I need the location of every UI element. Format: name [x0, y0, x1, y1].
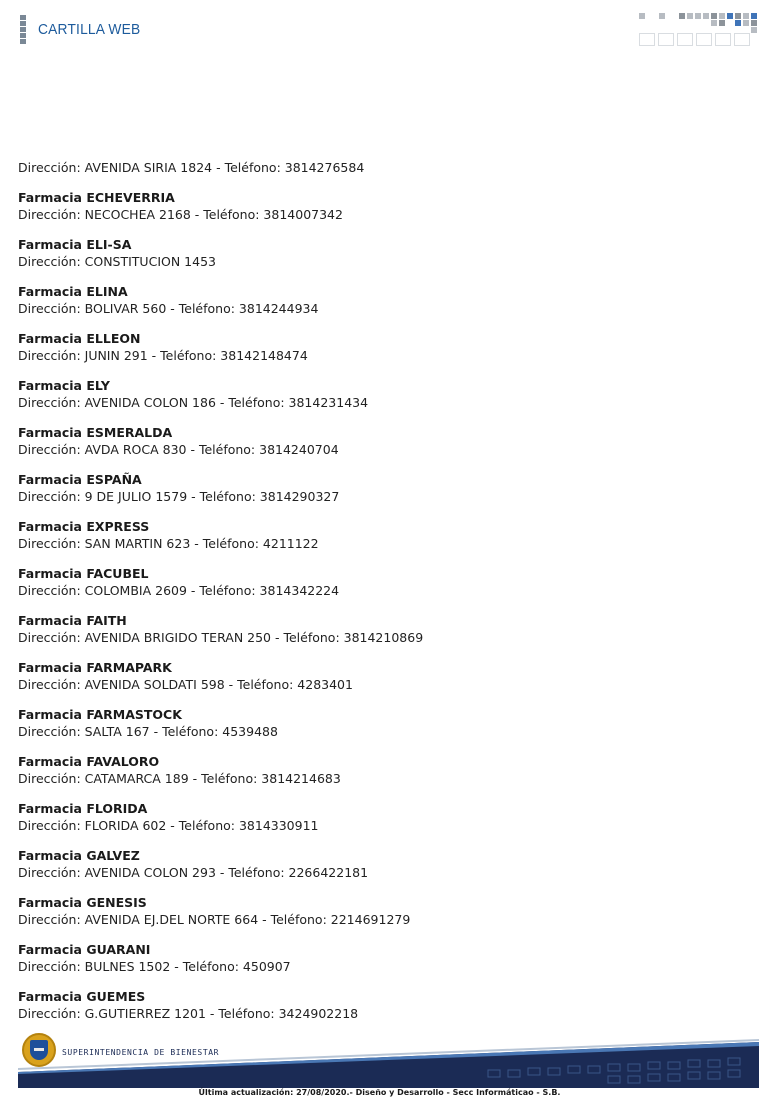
list-item [18, 377, 738, 424]
pharmacy-name: Farmacia FAVALORO [18, 754, 160, 769]
last-update-text: Última actualización: 27/08/2020.- Diseño y Desarrollo - Secc Informáticao - S.B. [198, 1088, 561, 1097]
pharmacy-address: Dirección: SAN MARTIN 623 - Teléfono: 4211122 [18, 536, 319, 551]
pharmacy-name: Farmacia FLORIDA [18, 801, 148, 816]
list-item [18, 518, 738, 565]
list-item [18, 189, 738, 236]
organization-name: SUPERINTENDENCIA DE BIENESTAR [62, 1048, 220, 1057]
list-item [18, 941, 738, 988]
pharmacy-address: Dirección: AVENIDA COLON 186 - Teléfono: 3814231434 [18, 395, 369, 410]
pharmacy-name: Farmacia GENESIS [18, 895, 147, 910]
list-item [18, 283, 738, 330]
pharmacy-name: Farmacia ELLEON [18, 331, 141, 346]
pharmacy-name: Farmacia GUARANI [18, 942, 151, 957]
list-item [18, 471, 738, 518]
pharmacy-address: Dirección: BULNES 1502 - Teléfono: 450907 [18, 959, 291, 974]
list-item [18, 142, 738, 189]
list-item [18, 706, 738, 753]
pharmacy-name: Farmacia EXPRESS [18, 519, 150, 534]
pharmacy-address: Dirección: BOLIVAR 560 - Teléfono: 3814244934 [18, 301, 319, 316]
pharmacy-name: Farmacia ESMERALDA [18, 425, 173, 440]
list-item [18, 800, 738, 847]
pharmacy-name: Farmacia ECHEVERRIA [18, 190, 175, 205]
pharmacy-list [18, 142, 738, 1035]
pharmacy-name: Farmacia ELI-SA [18, 237, 132, 252]
pharmacy-name: Farmacia ESPAÑA [18, 472, 142, 487]
pharmacy-name: Farmacia FARMASTOCK [18, 707, 182, 722]
pharmacy-address: Dirección: 9 DE JULIO 1579 - Teléfono: 3814290327 [18, 489, 340, 504]
pharmacy-address: Dirección: CATAMARCA 189 - Teléfono: 3814214683 [18, 771, 341, 786]
seal-logo-icon [22, 1033, 56, 1067]
pharmacy-address: Dirección: AVDA ROCA 830 - Teléfono: 3814240704 [18, 442, 339, 457]
pharmacy-address: Dirección: AVENIDA COLON 293 - Teléfono: 2266422181 [18, 865, 369, 880]
footer-band [18, 1030, 759, 1088]
pharmacy-name [18, 142, 738, 159]
pharmacy-name: Farmacia FAITH [18, 613, 127, 628]
list-item [18, 847, 738, 894]
list-item [18, 894, 738, 941]
pharmacy-address: Dirección: CONSTITUCION 1453 [18, 254, 216, 269]
header-squares-decoration [639, 13, 759, 47]
footer [18, 1030, 759, 1088]
list-item [18, 236, 738, 283]
pharmacy-address: Dirección: FLORIDA 602 - Teléfono: 3814330911 [18, 818, 319, 833]
list-item [18, 330, 738, 377]
pharmacy-name: Farmacia ELINA [18, 284, 128, 299]
list-item [18, 612, 738, 659]
pharmacy-name: Farmacia GUEMES [18, 989, 146, 1004]
pharmacy-name: Farmacia ELY [18, 378, 110, 393]
pharmacy-name: Farmacia FARMAPARK [18, 660, 172, 675]
list-item [18, 753, 738, 800]
pharmacy-name: Farmacia GALVEZ [18, 848, 140, 863]
pharmacy-name: Farmacia FACUBEL [18, 566, 149, 581]
pharmacy-address: Dirección: AVENIDA SIRIA 1824 - Teléfono: 3814276584 [18, 160, 365, 175]
list-item [18, 565, 738, 612]
pharmacy-address: Dirección: G.GUTIERREZ 1201 - Teléfono: 3424902218 [18, 1006, 359, 1021]
pharmacy-address: Dirección: COLOMBIA 2609 - Teléfono: 3814342224 [18, 583, 340, 598]
header-bar-icon [20, 15, 26, 47]
list-item [18, 424, 738, 471]
pharmacy-address: Dirección: SALTA 167 - Teléfono: 4539488 [18, 724, 278, 739]
page-title: CARTILLA WEB [38, 21, 141, 38]
pharmacy-address: Dirección: AVENIDA SOLDATI 598 - Teléfono: 4283401 [18, 677, 353, 692]
pharmacy-address: Dirección: NECOCHEA 2168 - Teléfono: 3814007342 [18, 207, 343, 222]
pharmacy-address: Dirección: AVENIDA EJ.DEL NORTE 664 - Teléfono: 2214691279 [18, 912, 411, 927]
list-item [18, 988, 738, 1035]
pharmacy-address: Dirección: AVENIDA BRIGIDO TERAN 250 - Teléfono: 3814210869 [18, 630, 424, 645]
pharmacy-address: Dirección: JUNIN 291 - Teléfono: 38142148474 [18, 348, 308, 363]
list-item [18, 659, 738, 706]
